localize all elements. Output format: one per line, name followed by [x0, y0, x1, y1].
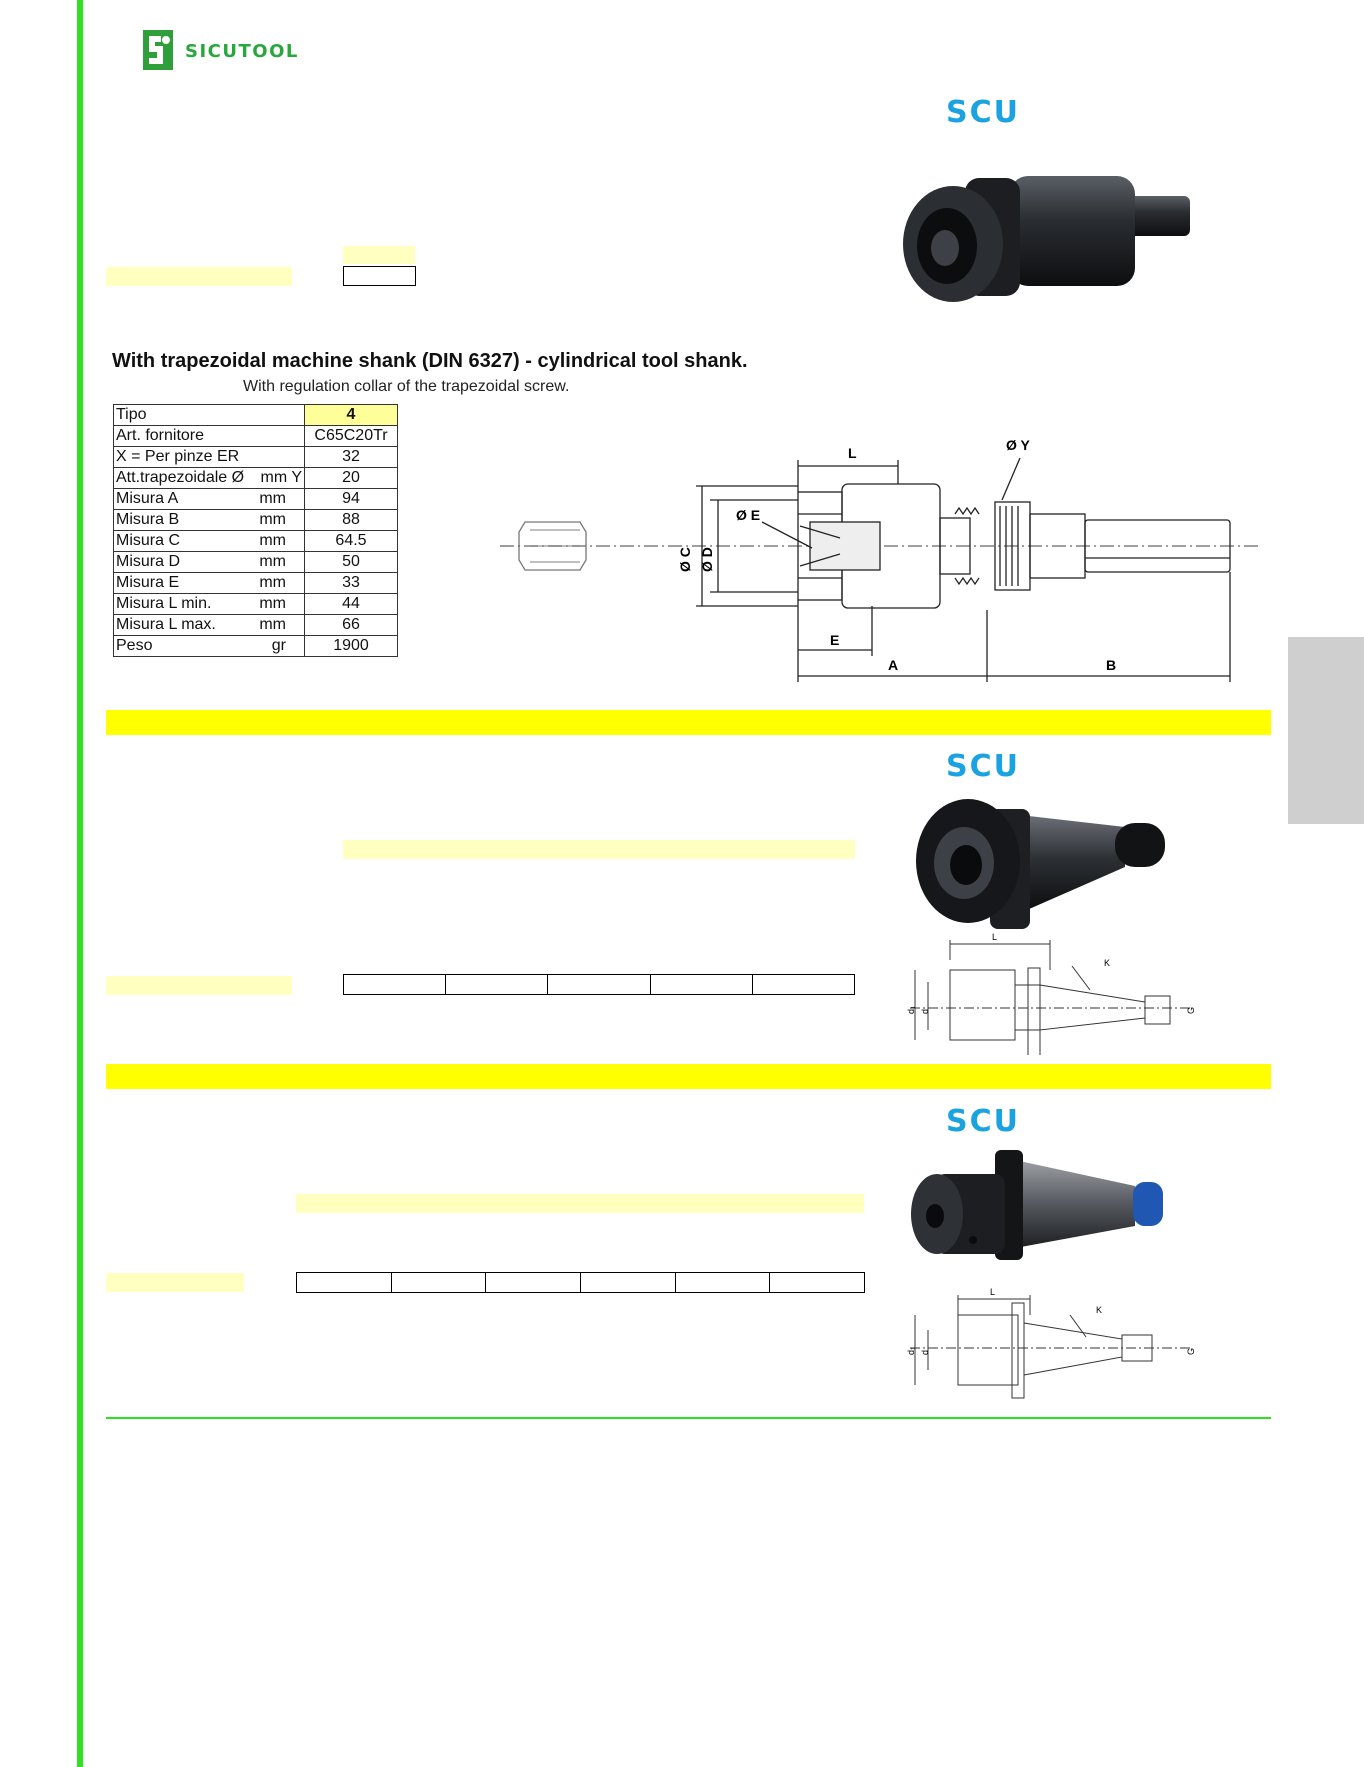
table-row: [114, 594, 398, 615]
sicutool-logo-icon: [143, 30, 173, 70]
iso-weldon-holder-photo: [905, 1138, 1190, 1278]
row-label: Misura L min.: [116, 595, 212, 612]
row-unit: mm Y: [260, 469, 302, 486]
dim-label-K: K: [1104, 958, 1111, 968]
dim-label-L: L: [992, 932, 998, 942]
dim-label-d: d: [920, 1008, 930, 1014]
row-label: Misura D: [116, 553, 181, 570]
row-label: Misura L max.: [116, 616, 216, 633]
row-unit: mm: [259, 532, 286, 549]
iso-collet-holder-photo: [910, 795, 1185, 935]
section-subheading: With regulation collar of the trapezoidal screw.: [243, 378, 570, 395]
iso-holder-drawing: [890, 930, 1210, 1055]
row-value: 33: [305, 573, 398, 594]
highlight-field: [343, 246, 415, 264]
left-accent-bar: [77, 0, 83, 1767]
row-value: 4: [305, 405, 398, 426]
row-label: Misura E: [116, 574, 180, 591]
row-label: Tipo: [116, 406, 147, 423]
dim-label-E: Ø E: [736, 507, 761, 523]
row-label: Misura B: [116, 511, 180, 528]
table-row: [114, 636, 398, 657]
brand-mark: SCU: [946, 95, 1020, 130]
empty-value-row: [343, 974, 855, 995]
table-row: [114, 489, 398, 510]
row-value: 94: [305, 489, 398, 510]
dim-label-B: B: [1106, 657, 1117, 673]
table-row: [114, 573, 398, 594]
row-value: 88: [305, 510, 398, 531]
row-value: 44: [305, 594, 398, 615]
iso-weldon-drawing: [890, 1285, 1210, 1410]
dim-label-E-length: E: [830, 632, 840, 648]
collet-chuck-photo: [895, 168, 1200, 318]
row-label: X = Per pinze ER: [116, 448, 240, 465]
dim-label-D: Ø D: [699, 547, 715, 572]
row-value: 1900: [305, 636, 398, 657]
dim-label-K: K: [1096, 1305, 1103, 1315]
row-unit: mm: [259, 553, 286, 570]
row-label: Peso: [116, 637, 153, 654]
dim-label-G: G: [1186, 1006, 1196, 1014]
empty-value-row: [296, 1272, 865, 1293]
spec-table: [113, 404, 398, 657]
row-unit: mm: [259, 595, 286, 612]
row-unit: mm: [259, 616, 286, 633]
table-row: [114, 552, 398, 573]
dim-label-d1: d₁: [906, 1346, 916, 1355]
table-row: [114, 405, 398, 426]
row-unit: mm: [259, 511, 286, 528]
brand-mark: SCU: [946, 749, 1020, 784]
logo-text: SICUTOOL: [185, 41, 299, 62]
brand-mark: SCU: [946, 1104, 1020, 1139]
row-value: C65C20Tr: [305, 426, 398, 447]
row-unit: mm: [259, 574, 286, 591]
footer-divider: [106, 1417, 1271, 1419]
table-row: [114, 426, 398, 447]
dim-label-C: Ø C: [677, 547, 693, 572]
dim-label-d: d: [920, 1349, 930, 1355]
section-divider-band: [106, 710, 1271, 735]
table-row: [114, 447, 398, 468]
highlight-field: [106, 267, 292, 286]
table-row: [114, 510, 398, 531]
row-value: 20: [305, 468, 398, 489]
row-value: 32: [305, 447, 398, 468]
row-value: 64.5: [305, 531, 398, 552]
row-value: 66: [305, 615, 398, 636]
row-value: 50: [305, 552, 398, 573]
row-unit: gr: [271, 637, 286, 654]
highlight-field: [296, 1194, 864, 1213]
dim-label-L: L: [848, 445, 857, 461]
section-heading: With trapezoidal machine shank (DIN 6327) - cylindrical tool shank.: [112, 350, 748, 372]
dim-label-A: A: [888, 657, 899, 673]
dim-label-d1: d₁: [906, 1005, 916, 1014]
section-divider-band: [106, 1064, 1271, 1089]
row-label: Misura A: [116, 490, 179, 507]
row-label: Art. fornitore: [116, 427, 205, 444]
table-row: [114, 615, 398, 636]
row-label: Misura C: [116, 532, 181, 549]
table-row: [114, 531, 398, 552]
empty-value-box: [343, 266, 416, 286]
highlight-field: [343, 840, 855, 859]
highlight-field: [106, 1273, 244, 1292]
row-label: Att.trapezoidale Ø: [116, 469, 245, 486]
highlight-field: [106, 976, 292, 995]
table-row: [114, 468, 398, 489]
side-tab[interactable]: [1288, 637, 1364, 824]
dim-label-G: G: [1186, 1347, 1196, 1355]
dim-label-Y: Ø Y: [1006, 437, 1030, 453]
dim-label-L: L: [990, 1287, 996, 1297]
row-unit: mm: [259, 490, 286, 507]
technical-drawing: [500, 430, 1270, 690]
